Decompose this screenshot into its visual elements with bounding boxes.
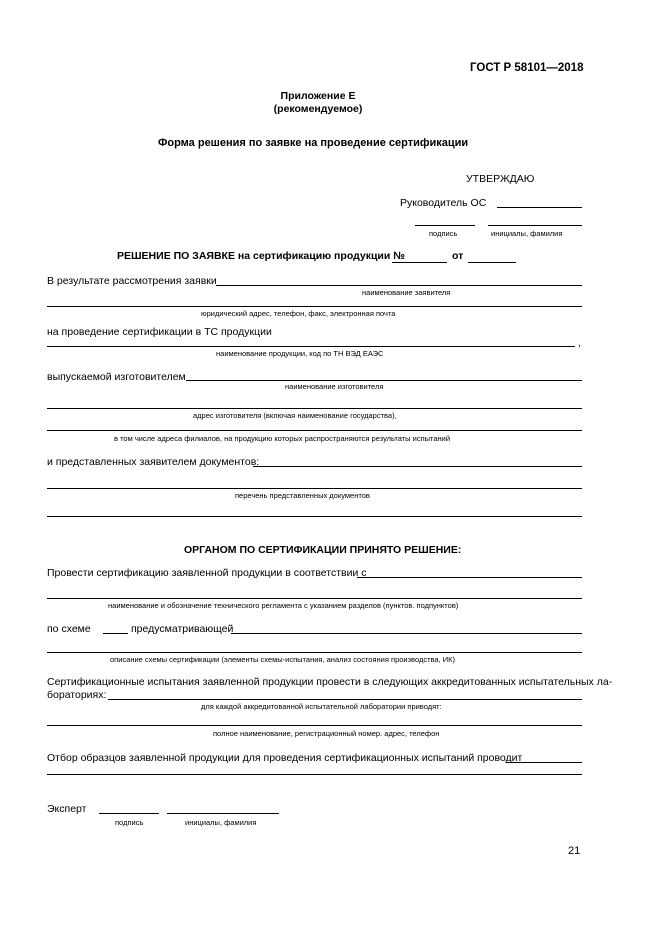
scheme-caption: описание схемы сертификации (элементы схемы-испытания, анализ состояния производства, ИК) (110, 655, 456, 664)
manufacturer-caption: наименование изготовителя (285, 382, 384, 391)
documents-label: и представленных заявителем документов: (47, 456, 260, 468)
expert-signature-line[interactable] (99, 813, 159, 814)
decision-heading (117, 250, 405, 262)
documents-list-line[interactable] (47, 488, 582, 489)
manufacturer-address-line[interactable] (47, 408, 582, 409)
scheme-suffix: предусматривающей (131, 623, 234, 635)
form-title: Форма решения по заявке на проведение сертификации (158, 137, 469, 149)
labs-line[interactable] (108, 699, 582, 700)
documents-line[interactable] (253, 466, 582, 467)
decision-date-line[interactable] (468, 262, 516, 263)
approval-label: УТВЕРЖДАЮ (466, 173, 535, 185)
scheme-detail-line[interactable] (47, 652, 582, 653)
decision-number-line[interactable] (392, 262, 447, 263)
head-name-line[interactable] (497, 207, 582, 208)
decision-title: РЕШЕНИЕ ПО ЗАЯВКЕ (117, 250, 235, 262)
documents-caption: перечень представленных документов (235, 491, 370, 500)
annex-subtitle: (рекомендуемое) (273, 103, 363, 115)
branches-caption: в том числе адреса филиалов, на продукцию которых распространяются результаты испытаний (114, 434, 451, 443)
head-initials-line[interactable] (488, 225, 582, 226)
sampling-line[interactable] (506, 762, 582, 763)
expert-label: Эксперт (47, 803, 87, 815)
manufacturer-address-caption: адрес изготовителя (включая наименование государства), (193, 411, 397, 420)
scheme-number-line[interactable] (103, 633, 128, 634)
sampling-label: Отбор образцов заявленной продукции для проведения сертификационных испытаний проводит (47, 752, 523, 764)
lab-details-caption: полное наименование, регистрационный номер. адрес, телефон (213, 729, 440, 738)
certification-label: на проведение сертификации в ТС продукции (47, 326, 272, 338)
page-number: 21 (568, 845, 581, 857)
applicant-address-caption: юридический адрес, телефон, факс, электронная почта (201, 309, 396, 318)
conduct-label: Провести сертификацию заявленной продукции в соответствии с (47, 567, 367, 579)
product-caption: наименование продукции, код по ТН ВЭД ЕАЭС (216, 349, 384, 358)
tests-line2: бораториях: (47, 689, 107, 701)
expert-initials-line[interactable] (167, 813, 279, 814)
applicant-line[interactable] (216, 285, 582, 286)
decision-body-heading: ОРГАНОМ ПО СЕРТИФИКАЦИИ ПРИНЯТО РЕШЕНИЕ: (184, 544, 462, 556)
product-comma: , (578, 337, 581, 349)
regulation-detail-line[interactable] (47, 598, 582, 599)
expert-initials-caption: инициалы, фамилия (185, 818, 257, 827)
head-signature-caption: подпись (429, 229, 458, 238)
regulation-line[interactable] (357, 577, 582, 578)
scheme-prefix: по схеме (47, 623, 91, 635)
regulation-caption: наименование и обозначение технического регламента с указанием разделов (пунктов. подпунктов) (108, 601, 459, 610)
head-initials-caption: инициалы, фамилия (491, 229, 563, 238)
lab-caption: для каждой аккредитованной испытательной лаборатории приводят: (201, 702, 442, 711)
tests-line1: Сертификационные испытания заявленной продукции провести в следующих аккредитованных испытательных ла- (47, 676, 613, 688)
lab-details-line[interactable] (47, 725, 582, 726)
scheme-line[interactable] (231, 633, 582, 634)
applicant-caption: наименование заявителя (362, 288, 451, 297)
applicant-address-line[interactable] (47, 306, 582, 307)
head-label: Руководитель ОС (400, 197, 487, 209)
manufacturer-label: выпускаемой изготовителем (47, 371, 186, 383)
head-signature-line[interactable] (415, 225, 475, 226)
review-label: В результате рассмотрения заявки (47, 275, 217, 287)
standard-code: ГОСТ Р 58101—2018 (470, 62, 584, 74)
expert-signature-caption: подпись (115, 818, 144, 827)
documents-extra-line[interactable] (47, 516, 582, 517)
decision-rest: на сертификацию продукции № (237, 250, 405, 262)
manufacturer-line[interactable] (186, 380, 582, 381)
annex-title: Приложение Е (280, 90, 356, 102)
product-line[interactable] (47, 346, 575, 347)
branches-line[interactable] (47, 430, 582, 431)
sampling-detail-line[interactable] (47, 774, 582, 775)
decision-date-label: от (452, 250, 464, 262)
